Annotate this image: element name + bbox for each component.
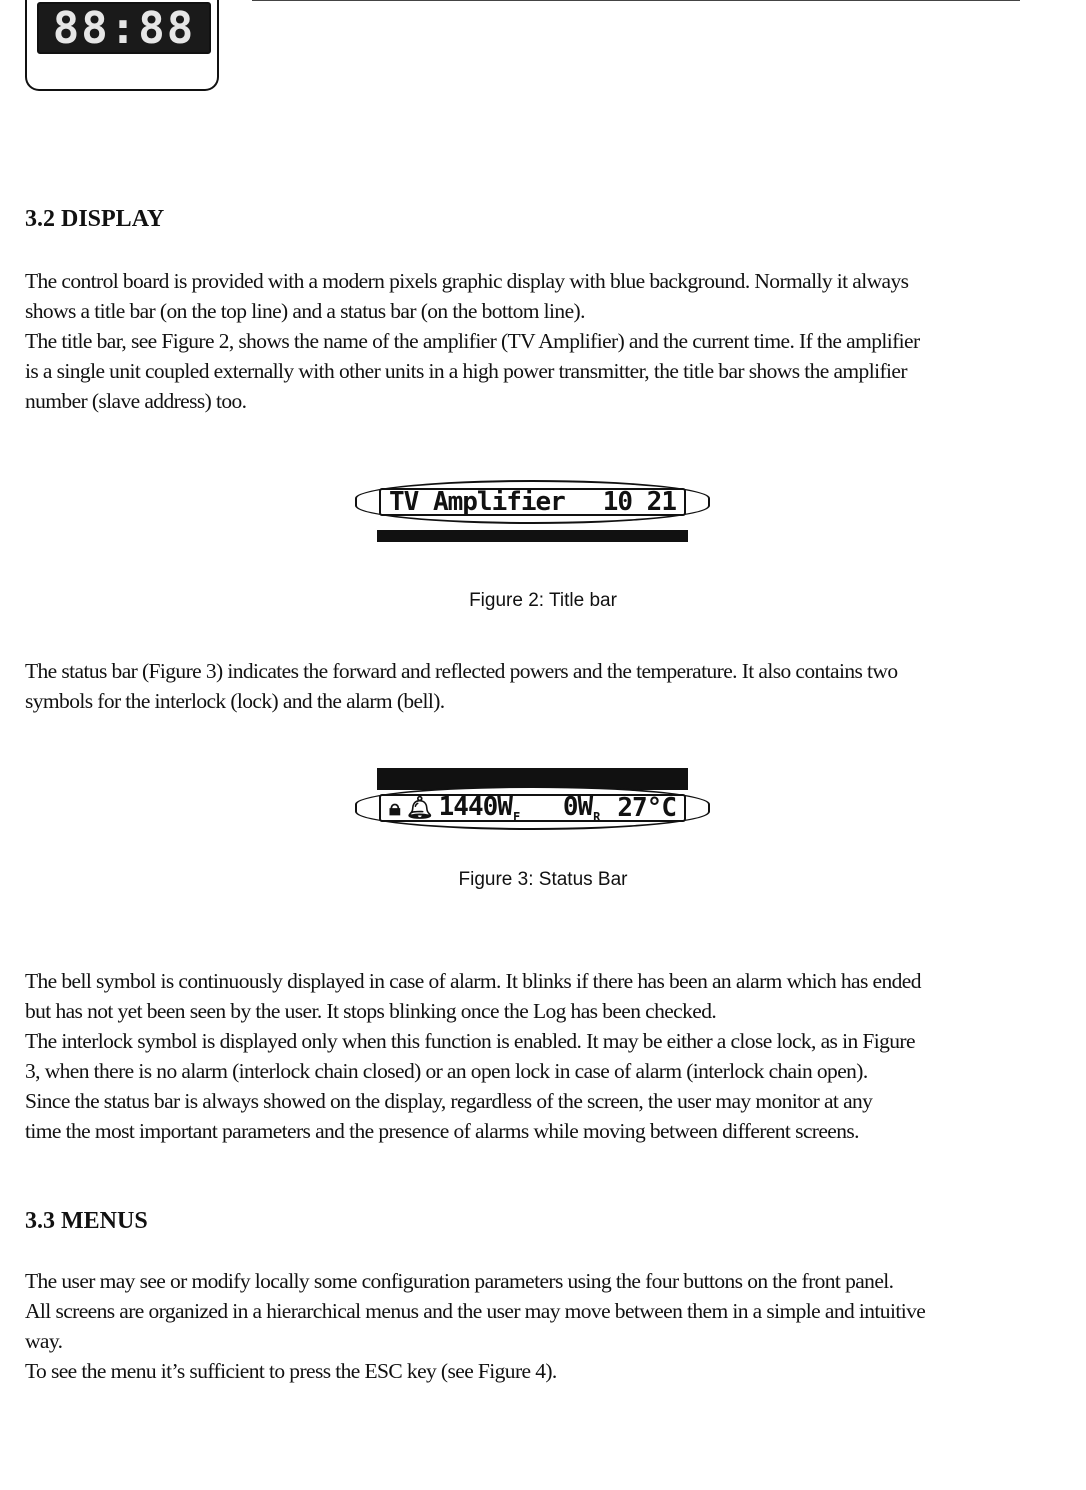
clock-device-illustration [25,0,219,91]
text-line: 3, when there is no alarm (interlock chain closed) or an open lock in case of alarm (interlock chain open). [25,1059,868,1083]
text-line: shows a title bar (on the top line) and a status bar (on the bottom line). [25,299,585,323]
text-line: The status bar (Figure 3) indicates the forward and reflected powers and the temperature. It also contains two [25,659,898,683]
reflected-power [563,792,600,824]
forward-power [439,792,520,824]
menus-paragraph-1 [25,1266,1035,1386]
text-line: but has not yet been seen by the user. It stops blinking once the Log has been checked. [25,999,717,1023]
text-line: The control board is provided with a modern pixels graphic display with blue background. Normally it always [25,269,909,293]
figure-3-caption: Figure 3: Status Bar [458,869,628,890]
display-paragraph-2 [25,656,1035,716]
figure-2-caption: Figure 2: Title bar [469,590,617,611]
text-line: number (slave address) too. [25,389,247,413]
text-line: way. [25,1329,63,1353]
text-line: The interlock symbol is displayed only when this function is enabled. It may be either a close lock, as in Figure [25,1029,915,1053]
text-line: symbols for the interlock (lock) and the alarm (bell). [25,689,445,713]
lock-icon: 🔒︎ [389,795,400,821]
text-line: The title bar, see Figure 2, shows the name of the amplifier (TV Amplifier) and the current time. If the amplifier [25,329,920,353]
reflected-power-value: 0W [562,792,593,822]
text-line: Since the status bar is always showed on the display, regardless of the screen, the user may monitor at any [25,1089,873,1113]
reflected-subscript: R [593,810,600,824]
clock-display [37,2,211,54]
text-line: The user may see or modify locally some configuration parameters using the four buttons on the front panel. [25,1269,894,1293]
display-paragraph-1 [25,266,1035,416]
forward-subscript: F [512,810,520,824]
bell-icon: 🔔︎ [405,795,433,821]
amplifier-name: TV Amplifier [389,487,565,517]
text-line: is a single unit coupled externally with other units in a high power transmitter, the title bar shows the amplifier [25,359,907,383]
section-heading-menus: 3.3 MENUS [25,1208,148,1234]
temperature: 27°C [617,793,676,823]
section-heading-display: 3.2 DISPLAY [25,206,165,232]
lcd-next-line-strip [377,530,688,542]
lcd-frame [355,480,710,524]
lcd-frame [355,786,710,830]
clock-digits: 88:88 [52,2,196,54]
top-rule [252,0,1020,1]
figure-status-bar [355,768,710,830]
text-line: To see the menu it’s sufficient to press the ESC key (see Figure 4). [25,1359,557,1383]
text-line: The bell symbol is continuously displayed in case of alarm. It blinks if there has been an alarm which has ended [25,969,921,993]
forward-power-value: 1440W [438,792,512,822]
figure-title-bar [355,480,710,524]
lcd-title-bar [379,488,686,516]
current-time: 10 21 [602,487,676,517]
display-paragraph-3 [25,966,1035,1146]
text-line: time the most important parameters and the presence of alarms while moving between different screens. [25,1119,859,1143]
text-line: All screens are organized in a hierarchical menus and the user may move between them in a simple and intuitive [25,1299,926,1323]
lcd-status-bar [379,794,686,822]
